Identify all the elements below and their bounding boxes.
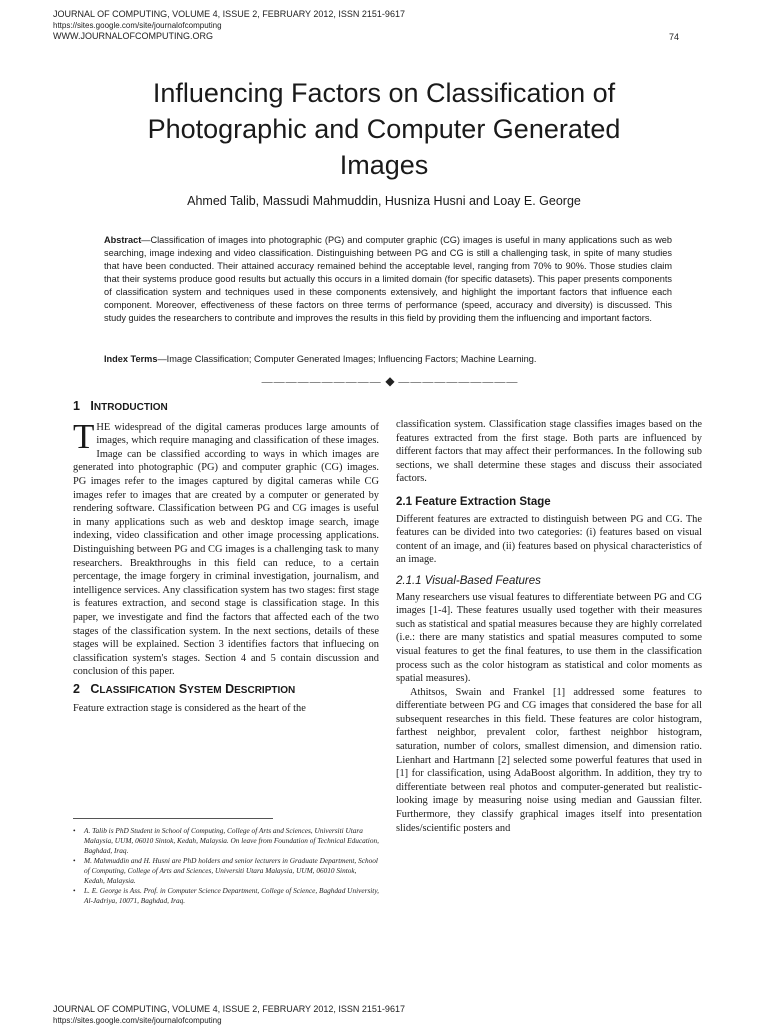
subsection-2-1-heading: 2.1 Feature Extraction Stage [396, 495, 551, 508]
section-2-text: Feature extraction stage is considered as the heart of the [73, 703, 306, 715]
page-footer [53, 1004, 405, 1026]
divider-dashes-right: —————————— [398, 376, 519, 388]
continuation-paragraph: classification system. Classification stage classifies images based on the features extracted from the first stage. Both parts are influenced by different factors that may affect their performances. In the following sub sections, we shall determine these stages and discuss their associated factors. [396, 419, 702, 485]
right-column [396, 418, 702, 835]
visual-features-paragraph: Many researchers use visual features to differentiate between PG and CG images [1-4]. These features usually used together with their measures such as statistical and spatial measures because they are highly correlated (i.e.: there are many statistics and spatial measures computed to some visual features to get the final features, to use them in the classification process such as the color histogram as statistical and color moments as spatial measures). [396, 591, 702, 685]
divider-dashes-left: —————————— [261, 376, 382, 388]
index-terms [104, 353, 672, 366]
subsection-2-1-text: Different features are extracted to distinguish between PG and CG. The features can be divided into two categories: (i) features based on visual content of an image, and (ii) features based on physical characteristics of an image. [396, 513, 702, 566]
footnote-item: • A. Talib is PhD Student in School of Computing, College of Arts and Sciences, Universiti Utara Malaysia, UUM, 06010 Sintok, Kedah, Malaysia. On leave from Foundation of Technical Education, Baghdad, Iraq. [73, 826, 379, 855]
intro-paragraph [73, 416, 379, 679]
journal-url[interactable]: https://sites.google.com/site/journalofcomputing [53, 21, 222, 30]
footnotes [73, 826, 379, 906]
footer-journal-line: JOURNAL OF COMPUTING, VOLUME 4, ISSUE 2, FEBRUARY 2012, ISSN 2151-9617 [53, 1004, 405, 1014]
drop-cap: T [73, 416, 95, 456]
index-terms-text: —Image Classification; Computer Generated Images; Influencing Factors; Machine Learning. [157, 354, 537, 364]
footnote-item: • M. Mahmuddin and H. Husni are PhD holders and senior lecturers in Graduate Department, School of Computing, College of Arts and Sciences, Universiti Utara Malaysia, UUM, 06010 Sintok, Kedah, Malaysia. [73, 856, 378, 885]
title-line: Influencing Factors on Classification of [152, 78, 616, 108]
footer-url[interactable]: https://sites.google.com/site/journalofcomputing [53, 1016, 222, 1025]
footnote-divider [73, 818, 273, 819]
section-divider [255, 374, 525, 389]
left-column [73, 400, 379, 716]
section-2-heading: 2 CLASSIFICATION SYSTEM DESCRIPTION [73, 681, 296, 696]
paper-title [60, 75, 708, 183]
footnote-item: • L. E. George is Ass. Prof. in Computer Science Department, College of Science, Baghdad University, Al-Jadriya, 10071, Baghdad, Iraq. [73, 886, 379, 905]
bullet-icon: • [73, 856, 76, 865]
page-number: 74 [668, 32, 679, 42]
abstract-text: —Classification of images into photographic (PG) and computer graphic (CG) images is useful in many applications such as web searching, image indexing and video classification. Distinguishing between PG and CG is still a challenging task, in spite of many studies that have been conducted. Their attained accuracy remained behind the acceptable level, ranging from 70% to 90%. Those studies claim that their systems produce good results but actually this occurs in a limited domain (for specific datasets). This paper presents components of classification system and techniques used in these components extensively, and highlight the important factors that influence each component. Moreover, effectiveness of these factors on three terms of performance (speed, accuracy and diversity) is discussed. This study guides the researchers to contribute and improves the results in this field by providing them the influencing and important factors. [104, 235, 672, 323]
section-1-heading: 1 INTRODUCTION [73, 399, 168, 413]
title-line: Images [339, 150, 429, 180]
bullet-icon: • [73, 886, 76, 895]
subsection-2-1-1-heading: 2.1.1 Visual-Based Features [396, 574, 541, 587]
author-list: Ahmed Talib, Massudi Mahmuddin, Husniza Husni and Loay E. George [187, 194, 581, 208]
intro-text: HE widespread of the digital cameras produces large amounts of images, which require managing and classification of these images. Image can be classified according to ways in which images are generated into photographic (PG) and computer graphic (CG) images. PG images refer to the images captured by digital cameras while CG images refer to images that are created by a computer or generated by rendering software. Classification between PG and CG images is useful in many applications such as web and desktop image search, image indexing, video classification and other image processing applications. Distinguishing between PG and CG images is a challenging task to many researchers. Breakthroughs in this field can reduce, to a certain percentage, the image forgery in criminal investigation, journalism, and intelligence services. Any classification system has two stages: first stage is features extraction, and second stage is classification stage. In this paper, we investigate and find the factors that affected each of the two stages of the classification system. In the next sections, details of these stages will be explained. Section 3 identifies factors that influecing on classification system's stages. Section 4 and 5 contain discussion and conclusion of this paper. [73, 421, 379, 678]
page-header [53, 9, 713, 42]
journal-website[interactable]: WWW.JOURNALOFCOMPUTING.ORG [53, 31, 213, 41]
abstract-label: Abstract [104, 235, 142, 245]
diamond-icon: ◆ [385, 374, 395, 388]
abstract [104, 234, 672, 325]
journal-line: JOURNAL OF COMPUTING, VOLUME 4, ISSUE 2, FEBRUARY 2012, ISSN 2151-9617 [53, 9, 405, 19]
title-line: Photographic and Computer Generated [147, 114, 621, 144]
athitsos-paragraph: Athitsos, Swain and Frankel [1] addressed some features to differentiate between PG and CG images that considered the base for all subsequent researches in this field. These features are color histogram, farthest neighbor, prevalent color, farthest neighbor histogram, saturation, number of colors, smallest dimension, and dimension ratio. Lienhart and Hartmann [2] selected some powerful features that used in [1] for classification, using AdaBoost algorithm. In addition, they try to differentiate between real photos and computer-generated but realistic-looking image by measuring noise using median and Gaussian filter. Furthermore, they classify graphical images itself into presentation slides/scientific posters and [396, 686, 702, 834]
index-terms-label: Index Terms [104, 354, 158, 364]
bullet-icon: • [73, 826, 76, 835]
